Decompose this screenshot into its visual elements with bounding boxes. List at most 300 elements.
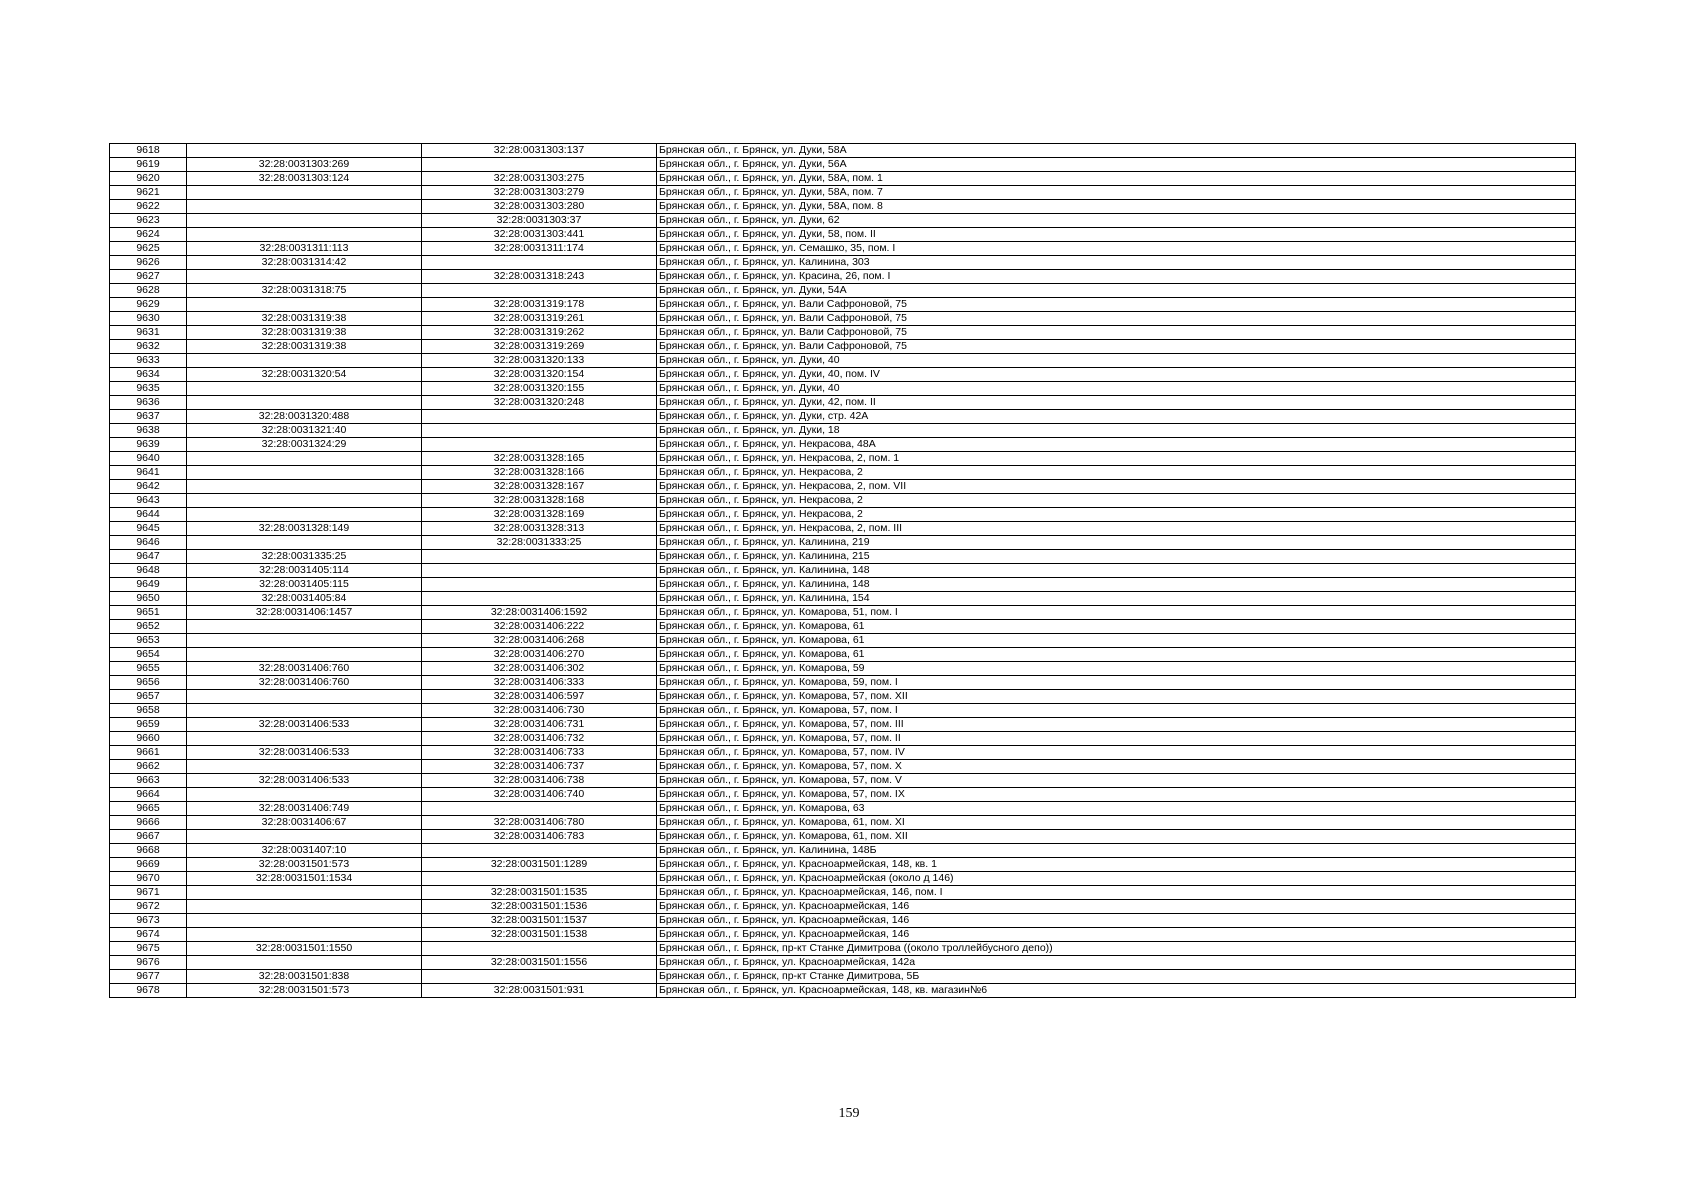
table-row bbox=[110, 788, 1576, 802]
address-cell: Брянская обл., г. Брянск, ул. Комарова, 57, пом. V bbox=[657, 774, 1576, 788]
address-cell: Брянская обл., г. Брянск, ул. Калинина, 303 bbox=[657, 256, 1576, 270]
building-number-cell bbox=[422, 158, 657, 172]
building-number-cell bbox=[422, 970, 657, 984]
table-row bbox=[110, 984, 1576, 998]
land-parcel-cell bbox=[187, 494, 422, 508]
table-row bbox=[110, 326, 1576, 340]
table-row bbox=[110, 970, 1576, 984]
row-number-cell: 9662 bbox=[110, 760, 187, 774]
land-parcel-cell: 32:28:0031319:38 bbox=[187, 340, 422, 354]
building-number-cell: 32:28:0031406:268 bbox=[422, 634, 657, 648]
building-number-cell: 32:28:0031501:1537 bbox=[422, 914, 657, 928]
address-cell: Брянская обл., г. Брянск, ул. Некрасова, 2 bbox=[657, 494, 1576, 508]
land-parcel-cell bbox=[187, 200, 422, 214]
land-parcel-cell bbox=[187, 690, 422, 704]
row-number-cell: 9649 bbox=[110, 578, 187, 592]
building-number-cell: 32:28:0031328:165 bbox=[422, 452, 657, 466]
land-parcel-cell bbox=[187, 620, 422, 634]
address-cell: Брянская обл., г. Брянск, ул. Комарова, 57, пом. IX bbox=[657, 788, 1576, 802]
row-number-cell: 9650 bbox=[110, 592, 187, 606]
building-number-cell: 32:28:0031406:780 bbox=[422, 816, 657, 830]
table-row bbox=[110, 270, 1576, 284]
address-cell: Брянская обл., г. Брянск, ул. Красноармейская (около д 146) bbox=[657, 872, 1576, 886]
building-number-cell: 32:28:0031303:275 bbox=[422, 172, 657, 186]
address-cell: Брянская обл., г. Брянск, ул. Дуки, 58А bbox=[657, 144, 1576, 158]
address-cell: Брянская обл., г. Брянск, ул. Комарова, 61 bbox=[657, 620, 1576, 634]
row-number-cell: 9658 bbox=[110, 704, 187, 718]
address-cell: Брянская обл., г. Брянск, ул. Дуки, стр. 42А bbox=[657, 410, 1576, 424]
row-number-cell: 9628 bbox=[110, 284, 187, 298]
address-cell: Брянская обл., г. Брянск, ул. Красноармейская, 146 bbox=[657, 928, 1576, 942]
land-parcel-cell: 32:28:0031406:760 bbox=[187, 676, 422, 690]
row-number-cell: 9621 bbox=[110, 186, 187, 200]
land-parcel-cell: 32:28:0031501:573 bbox=[187, 858, 422, 872]
building-number-cell: 32:28:0031501:1535 bbox=[422, 886, 657, 900]
table-row bbox=[110, 354, 1576, 368]
row-number-cell: 9630 bbox=[110, 312, 187, 326]
table-row bbox=[110, 410, 1576, 424]
row-number-cell: 9642 bbox=[110, 480, 187, 494]
table-row bbox=[110, 242, 1576, 256]
address-cell: Брянская обл., г. Брянск, ул. Дуки, 40, пом. IV bbox=[657, 368, 1576, 382]
table-row bbox=[110, 634, 1576, 648]
building-number-cell: 32:28:0031320:155 bbox=[422, 382, 657, 396]
row-number-cell: 9644 bbox=[110, 508, 187, 522]
address-cell: Брянская обл., г. Брянск, ул. Комарова, 57, пом. III bbox=[657, 718, 1576, 732]
row-number-cell: 9667 bbox=[110, 830, 187, 844]
building-number-cell bbox=[422, 550, 657, 564]
row-number-cell: 9660 bbox=[110, 732, 187, 746]
row-number-cell: 9635 bbox=[110, 382, 187, 396]
land-parcel-cell bbox=[187, 270, 422, 284]
building-number-cell: 32:28:0031501:1289 bbox=[422, 858, 657, 872]
row-number-cell: 9659 bbox=[110, 718, 187, 732]
building-number-cell: 32:28:0031303:137 bbox=[422, 144, 657, 158]
address-cell: Брянская обл., г. Брянск, ул. Калинина, 148 bbox=[657, 578, 1576, 592]
building-number-cell: 32:28:0031501:1556 bbox=[422, 956, 657, 970]
table-row bbox=[110, 956, 1576, 970]
address-cell: Брянская обл., г. Брянск, ул. Вали Сафроновой, 75 bbox=[657, 312, 1576, 326]
table-row bbox=[110, 144, 1576, 158]
address-cell: Брянская обл., г. Брянск, ул. Комарова, 61 bbox=[657, 634, 1576, 648]
land-parcel-cell: 32:28:0031406:533 bbox=[187, 746, 422, 760]
registry-table-body bbox=[110, 144, 1576, 998]
building-number-cell: 32:28:0031406:302 bbox=[422, 662, 657, 676]
address-cell: Брянская обл., г. Брянск, ул. Вали Сафроновой, 75 bbox=[657, 340, 1576, 354]
land-parcel-cell: 32:28:0031319:38 bbox=[187, 326, 422, 340]
address-cell: Брянская обл., г. Брянск, ул. Красноармейская, 142а bbox=[657, 956, 1576, 970]
table-row bbox=[110, 396, 1576, 410]
land-parcel-cell: 32:28:0031407:10 bbox=[187, 844, 422, 858]
building-number-cell: 32:28:0031320:248 bbox=[422, 396, 657, 410]
address-cell: Брянская обл., г. Брянск, ул. Комарова, 57, пом. II bbox=[657, 732, 1576, 746]
building-number-cell: 32:28:0031406:783 bbox=[422, 830, 657, 844]
row-number-cell: 9631 bbox=[110, 326, 187, 340]
table-row bbox=[110, 662, 1576, 676]
table-row bbox=[110, 298, 1576, 312]
row-number-cell: 9633 bbox=[110, 354, 187, 368]
row-number-cell: 9665 bbox=[110, 802, 187, 816]
building-number-cell: 32:28:0031406:738 bbox=[422, 774, 657, 788]
page-number: 159 bbox=[838, 1106, 860, 1121]
building-number-cell bbox=[422, 942, 657, 956]
table-row bbox=[110, 844, 1576, 858]
land-parcel-cell bbox=[187, 760, 422, 774]
row-number-cell: 9677 bbox=[110, 970, 187, 984]
row-number-cell: 9623 bbox=[110, 214, 187, 228]
table-row bbox=[110, 158, 1576, 172]
row-number-cell: 9670 bbox=[110, 872, 187, 886]
land-parcel-cell: 32:28:0031501:573 bbox=[187, 984, 422, 998]
table-row bbox=[110, 522, 1576, 536]
row-number-cell: 9647 bbox=[110, 550, 187, 564]
row-number-cell: 9620 bbox=[110, 172, 187, 186]
building-number-cell: 32:28:0031319:261 bbox=[422, 312, 657, 326]
land-parcel-cell: 32:28:0031314:42 bbox=[187, 256, 422, 270]
row-number-cell: 9652 bbox=[110, 620, 187, 634]
row-number-cell: 9629 bbox=[110, 298, 187, 312]
land-parcel-cell: 32:28:0031324:29 bbox=[187, 438, 422, 452]
registry-table bbox=[109, 143, 1576, 998]
building-number-cell bbox=[422, 592, 657, 606]
address-cell: Брянская обл., г. Брянск, ул. Некрасова, 2, пом. 1 bbox=[657, 452, 1576, 466]
table-row bbox=[110, 858, 1576, 872]
building-number-cell: 32:28:0031328:313 bbox=[422, 522, 657, 536]
row-number-cell: 9618 bbox=[110, 144, 187, 158]
building-number-cell bbox=[422, 438, 657, 452]
address-cell: Брянская обл., г. Брянск, ул. Дуки, 56А bbox=[657, 158, 1576, 172]
building-number-cell bbox=[422, 424, 657, 438]
row-number-cell: 9641 bbox=[110, 466, 187, 480]
row-number-cell: 9637 bbox=[110, 410, 187, 424]
land-parcel-cell bbox=[187, 396, 422, 410]
row-number-cell: 9666 bbox=[110, 816, 187, 830]
land-parcel-cell bbox=[187, 228, 422, 242]
building-number-cell: 32:28:0031303:279 bbox=[422, 186, 657, 200]
address-cell: Брянская обл., г. Брянск, ул. Вали Сафроновой, 75 bbox=[657, 298, 1576, 312]
table-row bbox=[110, 578, 1576, 592]
building-number-cell: 32:28:0031406:732 bbox=[422, 732, 657, 746]
address-cell: Брянская обл., г. Брянск, ул. Дуки, 58А, пом. 8 bbox=[657, 200, 1576, 214]
land-parcel-cell bbox=[187, 914, 422, 928]
row-number-cell: 9657 bbox=[110, 690, 187, 704]
row-number-cell: 9640 bbox=[110, 452, 187, 466]
land-parcel-cell: 32:28:0031405:115 bbox=[187, 578, 422, 592]
land-parcel-cell: 32:28:0031406:533 bbox=[187, 718, 422, 732]
address-cell: Брянская обл., г. Брянск, ул. Калинина, 148Б bbox=[657, 844, 1576, 858]
table-row bbox=[110, 452, 1576, 466]
building-number-cell: 32:28:0031319:262 bbox=[422, 326, 657, 340]
land-parcel-cell bbox=[187, 186, 422, 200]
land-parcel-cell bbox=[187, 382, 422, 396]
address-cell: Брянская обл., г. Брянск, ул. Комарова, 57, пом. IV bbox=[657, 746, 1576, 760]
building-number-cell bbox=[422, 284, 657, 298]
row-number-cell: 9619 bbox=[110, 158, 187, 172]
land-parcel-cell bbox=[187, 830, 422, 844]
building-number-cell: 32:28:0031333:25 bbox=[422, 536, 657, 550]
address-cell: Брянская обл., г. Брянск, ул. Комарова, 59, пом. I bbox=[657, 676, 1576, 690]
address-cell: Брянская обл., г. Брянск, ул. Калинина, 219 bbox=[657, 536, 1576, 550]
address-cell: Брянская обл., г. Брянск, ул. Вали Сафроновой, 75 bbox=[657, 326, 1576, 340]
row-number-cell: 9669 bbox=[110, 858, 187, 872]
table-row bbox=[110, 228, 1576, 242]
land-parcel-cell bbox=[187, 508, 422, 522]
building-number-cell: 32:28:0031501:1538 bbox=[422, 928, 657, 942]
table-row bbox=[110, 200, 1576, 214]
land-parcel-cell: 32:28:0031405:114 bbox=[187, 564, 422, 578]
table-row bbox=[110, 872, 1576, 886]
land-parcel-cell bbox=[187, 452, 422, 466]
table-row bbox=[110, 536, 1576, 550]
address-cell: Брянская обл., г. Брянск, ул. Комарова, 63 bbox=[657, 802, 1576, 816]
land-parcel-cell bbox=[187, 536, 422, 550]
address-cell: Брянская обл., г. Брянск, ул. Красноармейская, 148, кв. 1 bbox=[657, 858, 1576, 872]
address-cell: Брянская обл., г. Брянск, ул. Некрасова, 2, пом. VII bbox=[657, 480, 1576, 494]
address-cell: Брянская обл., г. Брянск, ул. Дуки, 62 bbox=[657, 214, 1576, 228]
address-cell: Брянская обл., г. Брянск, ул. Дуки, 18 bbox=[657, 424, 1576, 438]
land-parcel-cell: 32:28:0031319:38 bbox=[187, 312, 422, 326]
address-cell: Брянская обл., г. Брянск, ул. Дуки, 58А, пом. 1 bbox=[657, 172, 1576, 186]
row-number-cell: 9638 bbox=[110, 424, 187, 438]
table-row bbox=[110, 494, 1576, 508]
building-number-cell: 32:28:0031319:269 bbox=[422, 340, 657, 354]
row-number-cell: 9636 bbox=[110, 396, 187, 410]
land-parcel-cell bbox=[187, 466, 422, 480]
row-number-cell: 9643 bbox=[110, 494, 187, 508]
land-parcel-cell bbox=[187, 634, 422, 648]
row-number-cell: 9634 bbox=[110, 368, 187, 382]
address-cell: Брянская обл., г. Брянск, пр-кт Станке Димитрова, 5Б bbox=[657, 970, 1576, 984]
table-row bbox=[110, 900, 1576, 914]
table-row bbox=[110, 648, 1576, 662]
table-row bbox=[110, 368, 1576, 382]
table-row bbox=[110, 886, 1576, 900]
row-number-cell: 9664 bbox=[110, 788, 187, 802]
building-number-cell: 32:28:0031406:737 bbox=[422, 760, 657, 774]
table-row bbox=[110, 704, 1576, 718]
table-row bbox=[110, 718, 1576, 732]
table-row bbox=[110, 466, 1576, 480]
address-cell: Брянская обл., г. Брянск, ул. Комарова, 59 bbox=[657, 662, 1576, 676]
building-number-cell: 32:28:0031318:243 bbox=[422, 270, 657, 284]
table-row bbox=[110, 606, 1576, 620]
address-cell: Брянская обл., г. Брянск, ул. Красноармейская, 146 bbox=[657, 914, 1576, 928]
land-parcel-cell: 32:28:0031406:533 bbox=[187, 774, 422, 788]
row-number-cell: 9663 bbox=[110, 774, 187, 788]
land-parcel-cell: 32:28:0031318:75 bbox=[187, 284, 422, 298]
land-parcel-cell bbox=[187, 788, 422, 802]
building-number-cell bbox=[422, 844, 657, 858]
land-parcel-cell bbox=[187, 354, 422, 368]
table-row bbox=[110, 312, 1576, 326]
table-row bbox=[110, 284, 1576, 298]
table-row bbox=[110, 382, 1576, 396]
table-row bbox=[110, 802, 1576, 816]
building-number-cell: 32:28:0031406:731 bbox=[422, 718, 657, 732]
address-cell: Брянская обл., г. Брянск, ул. Комарова, 57, пом. XII bbox=[657, 690, 1576, 704]
building-number-cell: 32:28:0031406:222 bbox=[422, 620, 657, 634]
row-number-cell: 9622 bbox=[110, 200, 187, 214]
row-number-cell: 9674 bbox=[110, 928, 187, 942]
land-parcel-cell bbox=[187, 732, 422, 746]
address-cell: Брянская обл., г. Брянск, ул. Некрасова, 2, пом. III bbox=[657, 522, 1576, 536]
building-number-cell: 32:28:0031406:333 bbox=[422, 676, 657, 690]
row-number-cell: 9676 bbox=[110, 956, 187, 970]
table-row bbox=[110, 186, 1576, 200]
table-row bbox=[110, 424, 1576, 438]
row-number-cell: 9668 bbox=[110, 844, 187, 858]
row-number-cell: 9656 bbox=[110, 676, 187, 690]
building-number-cell bbox=[422, 410, 657, 424]
building-number-cell: 32:28:0031406:740 bbox=[422, 788, 657, 802]
row-number-cell: 9675 bbox=[110, 942, 187, 956]
land-parcel-cell: 32:28:0031501:838 bbox=[187, 970, 422, 984]
table-row bbox=[110, 256, 1576, 270]
row-number-cell: 9645 bbox=[110, 522, 187, 536]
land-parcel-cell: 32:28:0031406:1457 bbox=[187, 606, 422, 620]
table-row bbox=[110, 746, 1576, 760]
row-number-cell: 9661 bbox=[110, 746, 187, 760]
land-parcel-cell bbox=[187, 480, 422, 494]
land-parcel-cell bbox=[187, 928, 422, 942]
land-parcel-cell: 32:28:0031405:84 bbox=[187, 592, 422, 606]
building-number-cell: 32:28:0031319:178 bbox=[422, 298, 657, 312]
table-row bbox=[110, 928, 1576, 942]
address-cell: Брянская обл., г. Брянск, ул. Комарова, 57, пом. X bbox=[657, 760, 1576, 774]
row-number-cell: 9648 bbox=[110, 564, 187, 578]
building-number-cell: 32:28:0031501:1536 bbox=[422, 900, 657, 914]
building-number-cell: 32:28:0031303:37 bbox=[422, 214, 657, 228]
address-cell: Брянская обл., г. Брянск, ул. Красина, 26, пом. I bbox=[657, 270, 1576, 284]
building-number-cell: 32:28:0031311:174 bbox=[422, 242, 657, 256]
land-parcel-cell: 32:28:0031406:760 bbox=[187, 662, 422, 676]
address-cell: Брянская обл., г. Брянск, ул. Комарова, 57, пом. I bbox=[657, 704, 1576, 718]
address-cell: Брянская обл., г. Брянск, ул. Некрасова, 2 bbox=[657, 508, 1576, 522]
table-row bbox=[110, 438, 1576, 452]
building-number-cell bbox=[422, 256, 657, 270]
building-number-cell: 32:28:0031320:154 bbox=[422, 368, 657, 382]
row-number-cell: 9672 bbox=[110, 900, 187, 914]
address-cell: Брянская обл., г. Брянск, ул. Дуки, 58А, пом. 7 bbox=[657, 186, 1576, 200]
address-cell: Брянская обл., г. Брянск, ул. Семашко, 35, пом. I bbox=[657, 242, 1576, 256]
address-cell: Брянская обл., г. Брянск, ул. Некрасова, 2 bbox=[657, 466, 1576, 480]
land-parcel-cell bbox=[187, 214, 422, 228]
building-number-cell: 32:28:0031303:280 bbox=[422, 200, 657, 214]
building-number-cell: 32:28:0031406:270 bbox=[422, 648, 657, 662]
table-row bbox=[110, 214, 1576, 228]
building-number-cell: 32:28:0031501:931 bbox=[422, 984, 657, 998]
land-parcel-cell: 32:28:0031328:149 bbox=[187, 522, 422, 536]
land-parcel-cell: 32:28:0031406:67 bbox=[187, 816, 422, 830]
land-parcel-cell: 32:28:0031501:1550 bbox=[187, 942, 422, 956]
address-cell: Брянская обл., г. Брянск, ул. Комарова, 61, пом. XII bbox=[657, 830, 1576, 844]
table-row bbox=[110, 732, 1576, 746]
table-row bbox=[110, 942, 1576, 956]
row-number-cell: 9639 bbox=[110, 438, 187, 452]
building-number-cell: 32:28:0031406:1592 bbox=[422, 606, 657, 620]
land-parcel-cell bbox=[187, 144, 422, 158]
address-cell: Брянская обл., г. Брянск, ул. Некрасова, 48А bbox=[657, 438, 1576, 452]
land-parcel-cell bbox=[187, 886, 422, 900]
row-number-cell: 9624 bbox=[110, 228, 187, 242]
row-number-cell: 9627 bbox=[110, 270, 187, 284]
land-parcel-cell bbox=[187, 956, 422, 970]
building-number-cell: 32:28:0031328:167 bbox=[422, 480, 657, 494]
address-cell: Брянская обл., г. Брянск, ул. Калинина, 215 bbox=[657, 550, 1576, 564]
land-parcel-cell: 32:28:0031303:269 bbox=[187, 158, 422, 172]
table-row bbox=[110, 592, 1576, 606]
land-parcel-cell: 32:28:0031501:1534 bbox=[187, 872, 422, 886]
row-number-cell: 9625 bbox=[110, 242, 187, 256]
table-row bbox=[110, 760, 1576, 774]
building-number-cell: 32:28:0031303:441 bbox=[422, 228, 657, 242]
row-number-cell: 9653 bbox=[110, 634, 187, 648]
table-row bbox=[110, 816, 1576, 830]
table-row bbox=[110, 774, 1576, 788]
land-parcel-cell: 32:28:0031320:54 bbox=[187, 368, 422, 382]
land-parcel-cell bbox=[187, 298, 422, 312]
table-row bbox=[110, 564, 1576, 578]
table-row bbox=[110, 550, 1576, 564]
table-row bbox=[110, 508, 1576, 522]
building-number-cell: 32:28:0031406:730 bbox=[422, 704, 657, 718]
building-number-cell: 32:28:0031328:166 bbox=[422, 466, 657, 480]
land-parcel-cell: 32:28:0031406:749 bbox=[187, 802, 422, 816]
building-number-cell: 32:28:0031406:597 bbox=[422, 690, 657, 704]
table-row bbox=[110, 340, 1576, 354]
row-number-cell: 9678 bbox=[110, 984, 187, 998]
table-row bbox=[110, 914, 1576, 928]
row-number-cell: 9646 bbox=[110, 536, 187, 550]
land-parcel-cell: 32:28:0031335:25 bbox=[187, 550, 422, 564]
row-number-cell: 9671 bbox=[110, 886, 187, 900]
row-number-cell: 9651 bbox=[110, 606, 187, 620]
address-cell: Брянская обл., г. Брянск, пр-кт Станке Димитрова ((около троллейбусного депо)) bbox=[657, 942, 1576, 956]
address-cell: Брянская обл., г. Брянск, ул. Красноармейская, 148, кв. магазин№6 bbox=[657, 984, 1576, 998]
address-cell: Брянская обл., г. Брянск, ул. Дуки, 58, пом. II bbox=[657, 228, 1576, 242]
land-parcel-cell bbox=[187, 704, 422, 718]
row-number-cell: 9632 bbox=[110, 340, 187, 354]
building-number-cell bbox=[422, 564, 657, 578]
address-cell: Брянская обл., г. Брянск, ул. Калинина, 154 bbox=[657, 592, 1576, 606]
building-number-cell bbox=[422, 872, 657, 886]
row-number-cell: 9654 bbox=[110, 648, 187, 662]
table-row bbox=[110, 480, 1576, 494]
address-cell: Брянская обл., г. Брянск, ул. Калинина, 148 bbox=[657, 564, 1576, 578]
address-cell: Брянская обл., г. Брянск, ул. Дуки, 40 bbox=[657, 354, 1576, 368]
address-cell: Брянская обл., г. Брянск, ул. Дуки, 54А bbox=[657, 284, 1576, 298]
row-number-cell: 9655 bbox=[110, 662, 187, 676]
address-cell: Брянская обл., г. Брянск, ул. Красноармейская, 146 bbox=[657, 900, 1576, 914]
land-parcel-cell: 32:28:0031320:488 bbox=[187, 410, 422, 424]
row-number-cell: 9673 bbox=[110, 914, 187, 928]
building-number-cell: 32:28:0031328:169 bbox=[422, 508, 657, 522]
address-cell: Брянская обл., г. Брянск, ул. Дуки, 40 bbox=[657, 382, 1576, 396]
land-parcel-cell: 32:28:0031321:40 bbox=[187, 424, 422, 438]
building-number-cell: 32:28:0031406:733 bbox=[422, 746, 657, 760]
table-row bbox=[110, 830, 1576, 844]
address-cell: Брянская обл., г. Брянск, ул. Красноармейская, 146, пом. I bbox=[657, 886, 1576, 900]
building-number-cell: 32:28:0031320:133 bbox=[422, 354, 657, 368]
building-number-cell: 32:28:0031328:168 bbox=[422, 494, 657, 508]
address-cell: Брянская обл., г. Брянск, ул. Комарова, 61 bbox=[657, 648, 1576, 662]
address-cell: Брянская обл., г. Брянск, ул. Комарова, 61, пом. XI bbox=[657, 816, 1576, 830]
row-number-cell: 9626 bbox=[110, 256, 187, 270]
land-parcel-cell: 32:28:0031311:113 bbox=[187, 242, 422, 256]
table-row bbox=[110, 172, 1576, 186]
address-cell: Брянская обл., г. Брянск, ул. Комарова, 51, пом. I bbox=[657, 606, 1576, 620]
building-number-cell bbox=[422, 578, 657, 592]
